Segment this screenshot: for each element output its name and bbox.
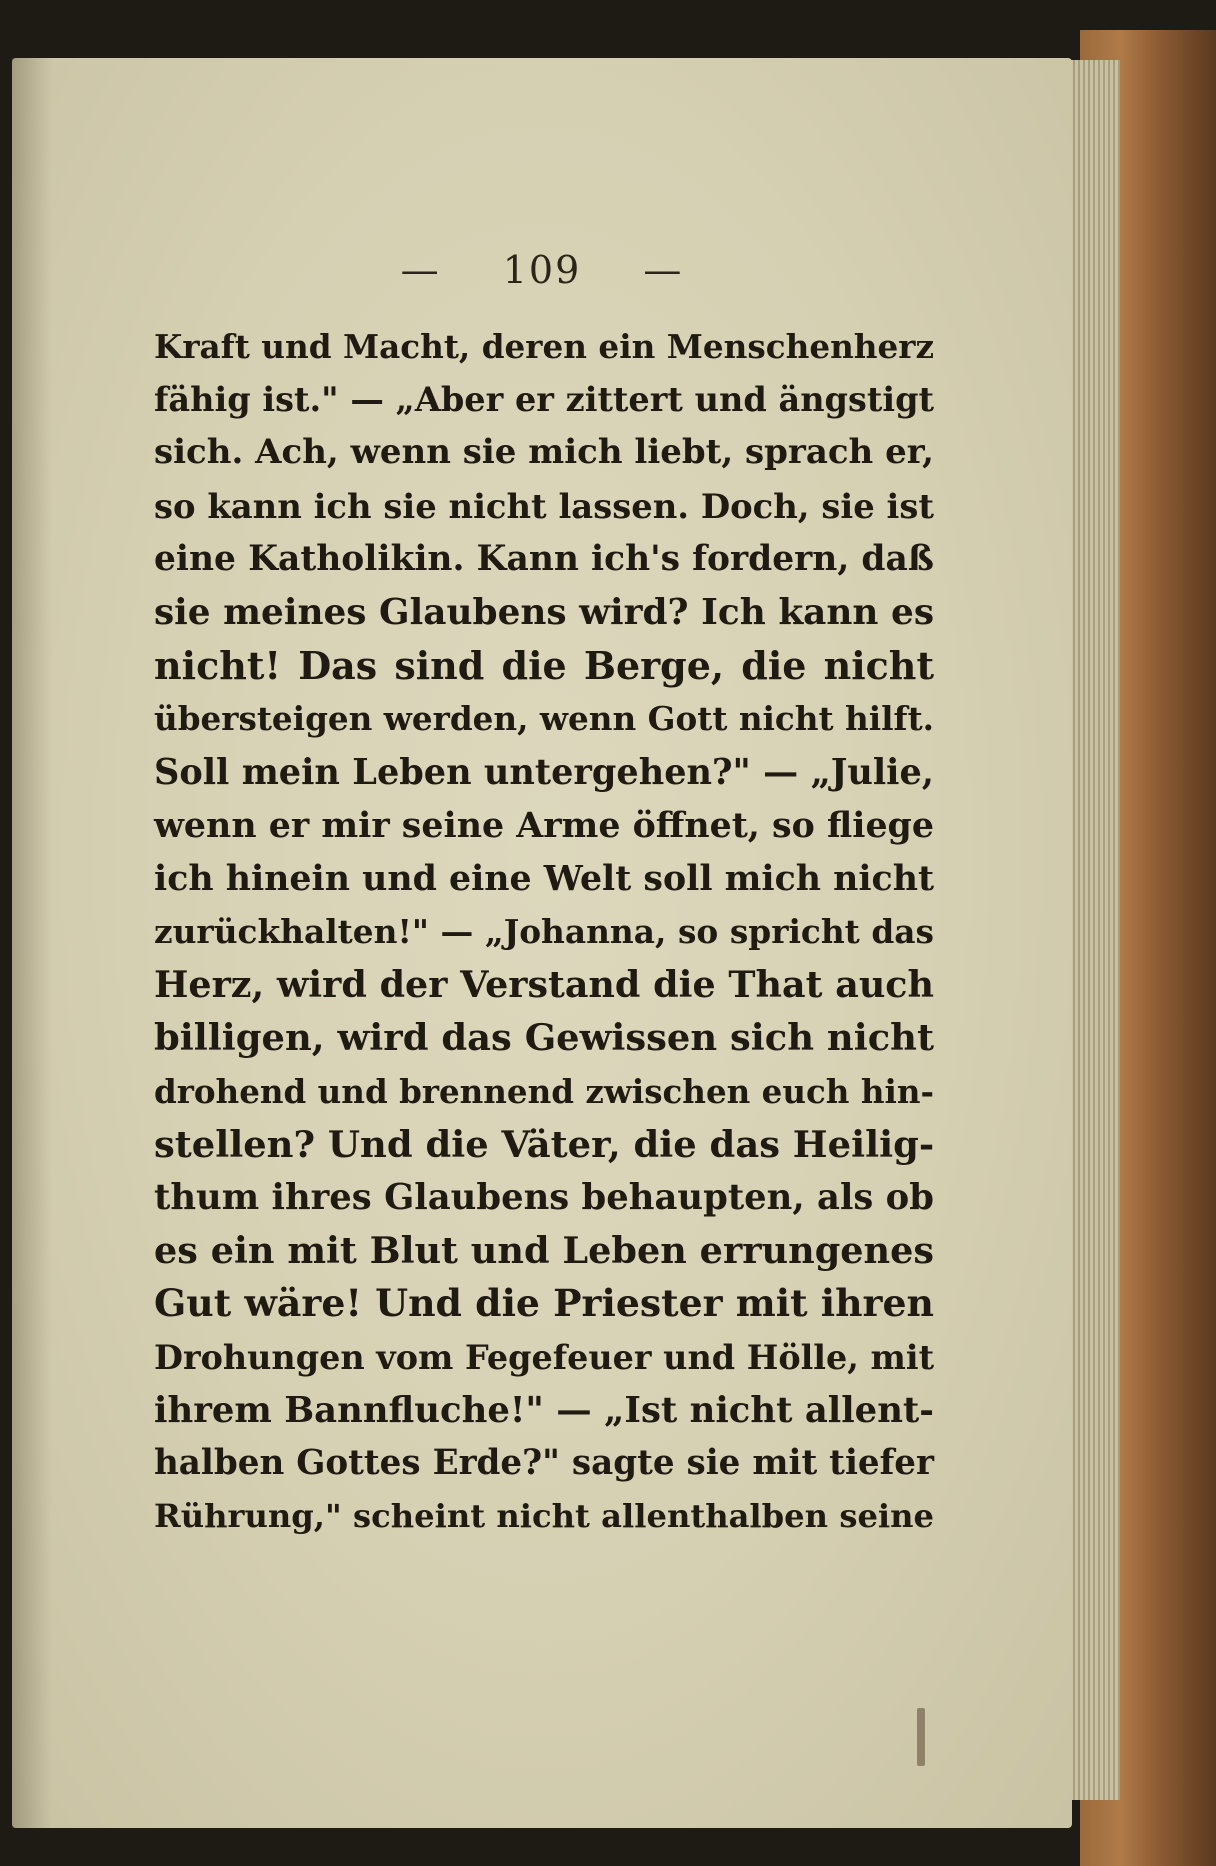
text-line: Kraft und Macht, deren ein Menschenherz (154, 327, 934, 366)
ink-smudge (917, 1708, 925, 1766)
page-header (12, 248, 1072, 292)
page-number: 109 (502, 248, 582, 292)
header-dash-left: — (400, 248, 441, 292)
text-line: Rührung," scheint nicht allenthalben seine (154, 1497, 934, 1536)
text-line: zurückhalten!" — „Johanna, so spricht das (154, 912, 934, 952)
text-line: drohend und brennend zwischen euch hin- (154, 1071, 934, 1111)
text-line: halben Gottes Erde?" sagte sie mit tiefer (154, 1442, 934, 1483)
text-line: wenn er mir seine Arme öffnet, so fliege (154, 804, 934, 846)
text-line: Herz, wird der Verstand die That auch (154, 963, 934, 1007)
text-line: ihrem Bannfluche!" — „Ist nicht allent- (154, 1389, 934, 1431)
text-line: nicht! Das sind die Berge, die nicht (154, 643, 934, 689)
text-line: ich hinein und eine Welt soll mich nicht (154, 857, 934, 899)
text-line: Soll mein Leben untergehen?" — „Julie, (154, 751, 934, 793)
text-line: fähig ist." — „Aber er zittert und ängstigt (154, 380, 934, 420)
text-line: sich. Ach, wenn sie mich liebt, sprach er, (154, 432, 934, 473)
text-line: thum ihres Glaubens behaupten, als ob (154, 1177, 934, 1218)
text-line: billigen, wird das Gewissen sich nicht (154, 1015, 934, 1060)
text-line: so kann ich sie nicht lassen. Doch, sie ist (154, 485, 934, 526)
header-dash-right: — (643, 248, 684, 292)
text-line: Gut wäre! Und die Priester mit ihren (154, 1281, 934, 1326)
gutter-shadow (12, 58, 52, 1828)
text-line: stellen? Und die Väter, die das Heilig- (154, 1121, 935, 1166)
text-line: Drohungen vom Fegefeuer und Hölle, mit (154, 1337, 934, 1377)
text-line: eine Katholikin. Kann ich's fordern, daß (154, 538, 934, 579)
text-line: übersteigen werden, wenn Gott nicht hilft. (154, 699, 934, 739)
body-text (154, 320, 934, 1543)
book-page (12, 58, 1072, 1828)
text-line: es ein mit Blut und Leben errungenes (154, 1229, 934, 1273)
text-line: sie meines Glaubens wird? Ich kann es (154, 590, 934, 633)
